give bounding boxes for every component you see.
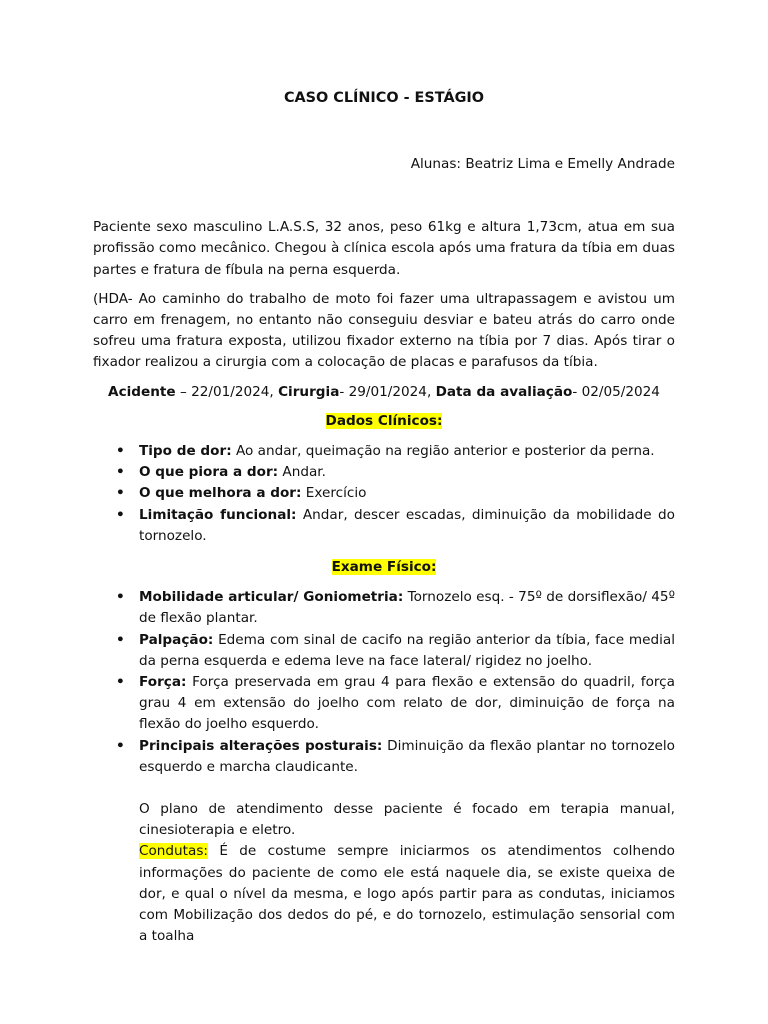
document-title: CASO CLÍNICO - ESTÁGIO (283, 90, 484, 106)
patient-paragraph: Paciente sexo masculino L.A.S.S, 32 anos, peso 61kg e altura 1,73cm, atua em sua profissão como mecânico. Chegou à clínica escola após uma fratura da tíbia em duas partes e fratura de fíbula na perna esquerda. (93, 219, 675, 278)
item-text: Diminuição da flexão plantar no tornozelo esquerdo e marcha claudicante. (139, 737, 675, 775)
conduct-label: Condutas: (139, 843, 208, 860)
list-item (139, 441, 675, 462)
list-item (139, 630, 675, 672)
physical-list (93, 587, 675, 778)
item-label: Principais alterações posturais: (139, 737, 383, 754)
hda-paragraph: (HDA- Ao caminho do trabalho de moto foi fazer uma ultrapassagem e avistou um carro em frenagem, no entanto não conseguiu desviar e bateu atrás do carro onde sofreu uma fratura exposta, utilizou fixador externo na tíbia por 7 dias. Após tirar o fixador realizou a cirurgia com a colocação de placas e parafusos da tíbia. (93, 290, 675, 371)
item-label: Mobilidade articular/ Goniometria: (139, 589, 404, 606)
item-text: Ao andar, queimação na região anterior e posterior da perna. (231, 443, 655, 460)
list-item (139, 483, 675, 504)
evaluation-value: - 02/05/2024 (572, 383, 660, 400)
dates-line (93, 382, 675, 403)
item-label: Tipo de dor: (139, 443, 232, 460)
item-label: Força: (139, 674, 187, 691)
list-item (139, 736, 675, 778)
clinical-list (93, 441, 675, 547)
conduct-paragraph (93, 841, 675, 947)
item-text: Edema com sinal de cacifo na região anterior da tíbia, face medial da perna esquerda e edema leve na face lateral/ rigidez no joelho. (139, 631, 675, 669)
physical-heading: Exame Físico: (331, 559, 437, 576)
plan-paragraph: O plano de atendimento desse paciente é focado em terapia manual, cinesioterapia e eletro. (139, 801, 675, 839)
accident-value: – 22/01/2024, (175, 383, 279, 400)
students-line: Alunas: Beatriz Lima e Emelly Andrade (410, 156, 675, 172)
item-label: O que melhora a dor: (139, 485, 302, 502)
item-text: Andar. (278, 464, 326, 481)
item-label: Palpação: (139, 631, 214, 648)
item-text: Exercício (301, 485, 367, 502)
list-item (139, 587, 675, 629)
physical-heading-line (93, 557, 675, 578)
item-text: Andar, descer escadas, diminuição da mobilidade do tornozelo. (139, 506, 675, 544)
item-text: Tornozelo esq. - 75º de dorsiflexão/ 45º de flexão plantar. (139, 589, 675, 627)
accident-label: Acidente (108, 383, 176, 400)
clinical-heading: Dados Clínicos: (325, 412, 443, 429)
list-item (139, 462, 675, 483)
conduct-text: É de costume sempre iniciarmos os atendimentos colhendo informações do paciente de como ele está naquele dia, se existe queixa de dor, e qual o nível da mesma, e logo após partir para as condutas, iniciamos com Mobilização dos dedos do pé, e do tornozelo, estimulação sensorial com a toalha (139, 843, 675, 945)
list-item (139, 505, 675, 547)
clinical-heading-line (93, 411, 675, 432)
item-label: Limitação funcional: (139, 506, 297, 523)
surgery-label: Cirurgia (278, 383, 340, 400)
surgery-value: - 29/01/2024, (339, 383, 436, 400)
item-label: O que piora a dor: (139, 464, 279, 481)
item-text: Força preservada em grau 4 para flexão e extensão do quadril, força grau 4 em extensão do joelho com relato de dor, diminuição de força na flexão do joelho esquerdo. (139, 674, 675, 733)
evaluation-label: Data da avaliação (435, 383, 573, 400)
list-item (139, 672, 675, 736)
